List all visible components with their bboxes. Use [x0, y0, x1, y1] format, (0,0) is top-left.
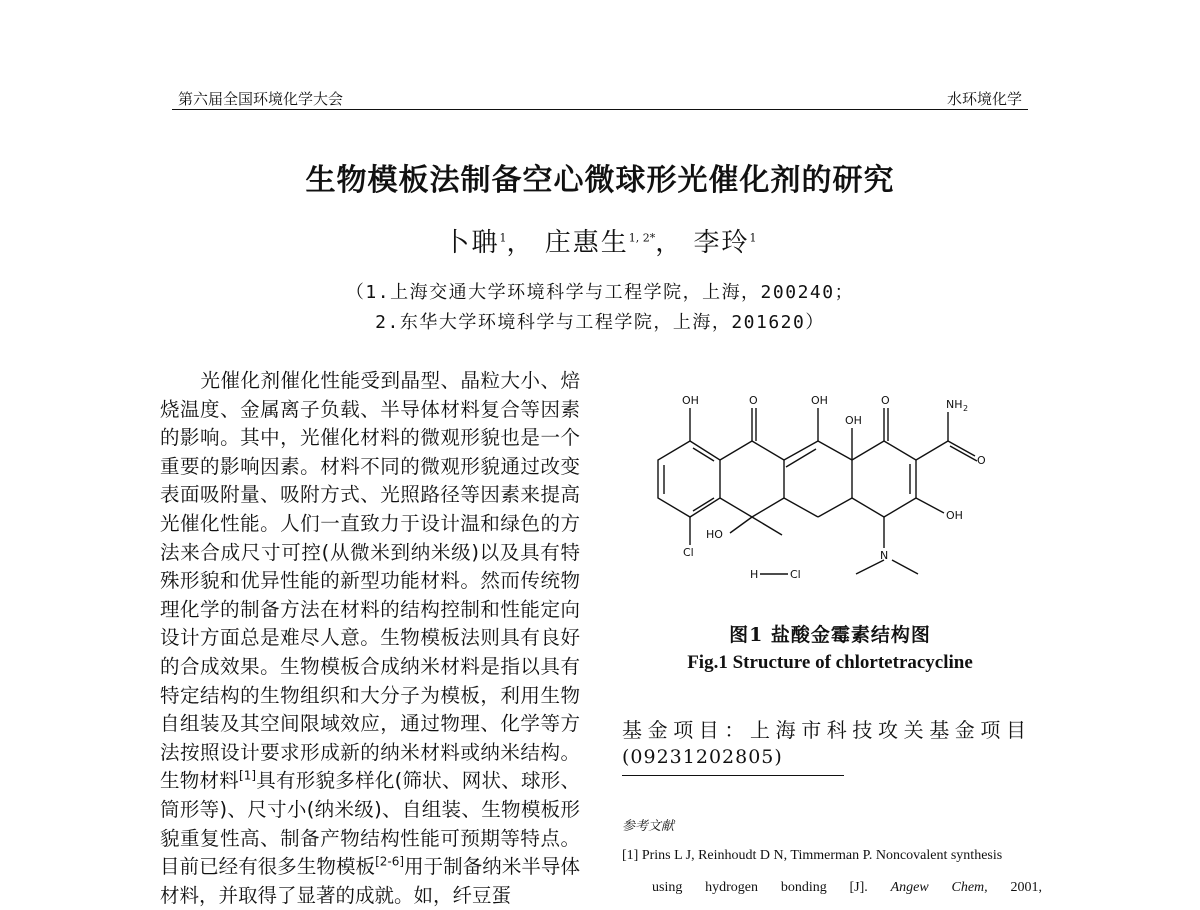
- atom-label: O: [977, 454, 986, 467]
- affiliation-line-2: 2.东华大学环境科学与工程学院，上海，201620）: [375, 312, 825, 333]
- author-affiliation-mark: 1, 2*: [628, 231, 656, 245]
- aromatic-ring: [658, 441, 720, 517]
- methyl-bond: [752, 517, 782, 535]
- author-name: 庄惠生: [544, 228, 629, 258]
- bond: [884, 441, 916, 460]
- atom-label: N: [880, 549, 889, 562]
- reference-word: using: [652, 880, 683, 895]
- atom-label: Cl: [683, 546, 694, 559]
- atom-label: OH: [811, 394, 828, 407]
- author-name: 李玲: [693, 228, 750, 258]
- atom-label: OH: [946, 509, 963, 522]
- paper-title: 生物模板法制备空心微球形光催化剂的研究: [305, 163, 895, 198]
- bond: [916, 441, 948, 460]
- atom-label-subscript: 2: [963, 404, 969, 413]
- bond: [916, 498, 944, 513]
- molecule-bonds: [658, 408, 977, 574]
- atom-label: OH: [845, 414, 862, 427]
- running-header-conference: 第六届全国环境化学大会: [178, 90, 344, 108]
- atom-labels: [682, 394, 986, 581]
- reference-word: bonding: [780, 880, 827, 895]
- carbonyl-bond: [950, 446, 977, 461]
- bond: [852, 498, 884, 517]
- citation-ref: [2-6]: [375, 854, 405, 869]
- footnote-rule: [622, 775, 844, 776]
- bond: [730, 517, 752, 533]
- funding-grant-number: (09231202805): [622, 746, 783, 768]
- carbonyl-bond: [948, 441, 975, 456]
- author-affiliation-mark: 1: [499, 231, 507, 245]
- reference-journal: Chem,: [951, 880, 988, 895]
- atom-label: O: [881, 394, 890, 407]
- bond: [852, 441, 884, 460]
- header-rule: [172, 109, 1028, 110]
- affiliation-line-1: （1.上海交通大学环境科学与工程学院，上海，200240；: [345, 282, 855, 303]
- author-affiliation-mark: 1: [749, 231, 757, 245]
- atom-label: H: [750, 568, 759, 581]
- reference-entry: [1] Prins L J, Reinhoudt D N, Timmerman P. Noncovalent synthesis: [622, 848, 1003, 863]
- methyl-bond: [856, 560, 884, 574]
- figure-caption-english: Fig.1 Structure of chlortetracycline: [687, 652, 973, 673]
- running-header-section: 水环境化学: [946, 90, 1022, 108]
- author-list: [0, 222, 1200, 259]
- reference-entry-continuation: [652, 880, 1042, 896]
- reference-journal: Angew: [890, 880, 929, 895]
- body-text-part2: 具有形貌多样化(筛状、网状、球形、筒形等)、尺寸小(纳米级)、自组装、生物模板形貌重复性高、制备产物结构性能可预期等特点。目前已经有很多生物模板: [160, 769, 580, 879]
- bond: [720, 441, 752, 460]
- methyl-bond: [892, 560, 918, 574]
- atom-label: O: [749, 394, 758, 407]
- bond: [752, 498, 784, 517]
- bond: [752, 441, 784, 460]
- double-bond: [786, 449, 816, 467]
- bond: [884, 498, 916, 517]
- atom-label: NH: [946, 398, 963, 411]
- references-heading: 参考文献: [622, 819, 675, 834]
- bond: [720, 498, 752, 517]
- atom-label: OH: [682, 394, 699, 407]
- funding-note: 基金项目：上海市科技攻关基金项目: [622, 718, 1032, 742]
- author-name: 卜聃: [443, 228, 500, 258]
- reference-word: 2001,: [1010, 880, 1042, 895]
- body-paragraph: [160, 367, 580, 910]
- atom-label: HO: [706, 528, 723, 541]
- bond: [784, 498, 818, 517]
- citation-ref: [1]: [239, 768, 257, 783]
- author-separator: ，: [506, 228, 535, 258]
- atom-label: Cl: [790, 568, 801, 581]
- body-text-part1: 光催化剂催化性能受到晶型、晶粒大小、焙烧温度、金属离子负载、半导体材料复合等因素的影响。其中，光催化材料的微观形貌也是一个重要的影响因素。材料不同的微观形貌通过改变表面吸附量、吸附方式、光照路径等因素来提高光催化性能。人们一直致力于设计温和绿色的方法来合成尺寸可控(从微米到纳米级)以及具有特殊形貌和优异性能的新型功能材料。然而传统物理化学的制备方法在材料的结构控制和性能定向设计方面总是难尽人意。生物模板法则具有良好的合成效果。生物模板合成纳米材料是指以具有特定结构的生物组织和大分子为模板，利用生物自组装及其空间限域效应，通过物理、化学等方法按照设计要求形成新的纳米材料或纳米结构。生物材料: [160, 369, 580, 793]
- bond: [818, 441, 852, 460]
- body-text-part3: 用于制备纳米半导体材料，并取得了显著的成就。如，纤豆蛋: [160, 855, 580, 907]
- figure-caption-chinese: 图1 盐酸金霉素结构图: [729, 624, 931, 646]
- reference-word: [J].: [849, 880, 868, 895]
- chlortetracycline-structure-diagram: [640, 378, 1020, 593]
- author-separator: ，: [655, 228, 684, 258]
- bond: [818, 498, 852, 517]
- reference-word: hydrogen: [705, 880, 759, 895]
